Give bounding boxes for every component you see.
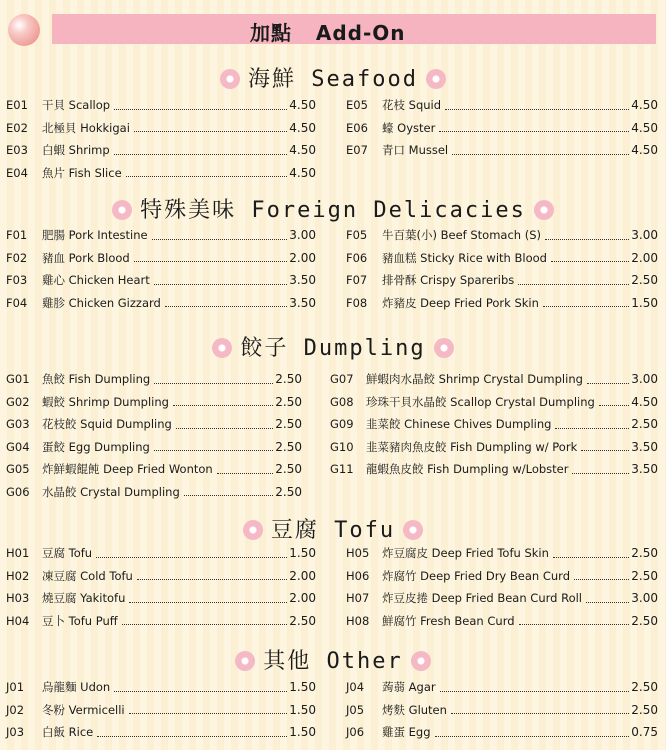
item-code: J03 [6, 725, 25, 739]
item-code: F02 [6, 250, 28, 265]
flower-icon [426, 69, 446, 89]
dot-leader [440, 691, 630, 692]
dot-leader [129, 602, 287, 603]
item-price: 2.50 [631, 546, 658, 560]
menu-item [6, 482, 302, 502]
item-name: 豬血 Pork Blood [42, 250, 130, 265]
item-name: 炸鮮蝦餛飩 Deep Fried Wonton [42, 462, 213, 476]
menu-item [6, 293, 316, 313]
item-name: 韭菜豬肉魚皮餃 Fish Dumpling w/ Pork [366, 439, 578, 454]
flower-icon [220, 69, 240, 89]
item-price: 2.00 [289, 568, 316, 583]
item-code: F04 [6, 295, 28, 310]
dot-leader [114, 154, 288, 155]
item-price: 2.50 [631, 273, 658, 287]
item-name: 青口 Mussel [382, 143, 449, 157]
item-name: 花枝 Squid [382, 98, 442, 112]
menu-item [330, 414, 658, 434]
item-name: 韭菜餃 Chinese Chives Dumpling [366, 417, 552, 431]
item-price: 1.50 [289, 725, 316, 739]
item-price: 4.50 [631, 120, 658, 135]
item-name: 燒豆腐 Yakitofu [42, 591, 126, 605]
item-name: 雞心 Chicken Heart [42, 273, 150, 287]
item-price: 4.50 [631, 143, 658, 157]
dot-leader [114, 691, 287, 692]
dot-leader [217, 473, 274, 474]
item-name: 蒟蒻 Agar [382, 680, 436, 694]
menu-item [346, 611, 658, 631]
item-name: 雞胗 Chicken Gizzard [42, 295, 161, 310]
item-price: 3.50 [289, 295, 316, 310]
item-price: 1.50 [289, 546, 316, 560]
item-price: 2.50 [275, 462, 302, 476]
item-name: 炸腐竹 Deep Fried Dry Bean Curd [382, 568, 570, 583]
item-name: 蝦餃 Shrimp Dumpling [42, 394, 169, 409]
section-title [0, 62, 666, 93]
section-title-text: 特殊美味 Foreign Delicacies [140, 198, 526, 223]
flower-icon [112, 200, 132, 220]
item-code: F08 [346, 295, 368, 310]
menu-item [330, 369, 658, 389]
item-price: 2.50 [275, 372, 302, 386]
item-name: 豬血糕 Sticky Rice with Blood [382, 250, 547, 265]
item-code: J05 [346, 702, 365, 717]
item-name: 烏龍麵 Udon [42, 680, 111, 694]
dot-leader [553, 557, 629, 558]
item-price: 0.75 [631, 725, 658, 739]
item-code: F07 [346, 273, 368, 287]
item-name: 炸豬皮 Deep Fried Pork Skin [382, 295, 539, 310]
item-code: E01 [6, 98, 28, 112]
item-name: 白飯 Rice [42, 725, 94, 739]
item-code: H04 [6, 613, 30, 628]
item-price: 2.50 [631, 417, 658, 431]
menu-item [346, 588, 658, 608]
item-price: 2.00 [289, 591, 316, 605]
menu-item [330, 437, 658, 457]
item-price: 2.50 [289, 613, 316, 628]
item-name: 凍豆腐 Cold Tofu [42, 568, 133, 583]
menu-item [6, 543, 316, 563]
item-price: 3.00 [289, 228, 316, 242]
item-name: 冬粉 Vermicelli [42, 702, 125, 717]
menu-item [6, 722, 316, 742]
item-name: 炸豆皮捲 Deep Fried Bean Curd Roll [382, 591, 583, 605]
menu-item [6, 700, 316, 720]
item-price: 2.50 [631, 613, 658, 628]
item-name: 魚餃 Fish Dumpling [42, 372, 151, 386]
menu-item [346, 700, 658, 720]
item-name: 鮮蝦肉水晶餃 Shrimp Crystal Dumpling [366, 372, 583, 386]
item-code: G01 [6, 372, 30, 386]
item-price: 1.50 [289, 702, 316, 717]
item-price: 2.50 [275, 439, 302, 454]
item-code: H02 [6, 568, 30, 583]
menu-item [346, 543, 658, 563]
item-code: E02 [6, 120, 28, 135]
item-name: 龍蝦魚皮餃 Fish Dumpling w/Lobster [366, 462, 569, 476]
item-code: J01 [6, 680, 25, 694]
item-name: 珍珠干貝水晶餃 Scallop Crystal Dumpling [366, 394, 595, 409]
item-code: G05 [6, 462, 30, 476]
menu-item [6, 270, 316, 290]
item-price: 4.50 [289, 120, 316, 135]
item-code: F06 [346, 250, 368, 265]
dot-leader [581, 450, 629, 451]
item-name: 蛋餃 Egg Dumpling [42, 439, 150, 454]
item-price: 3.00 [631, 372, 658, 386]
menu-item [6, 677, 316, 697]
dot-leader [519, 624, 630, 625]
section-title-text: 海鮮 Seafood [248, 67, 418, 92]
menu-item [6, 437, 302, 457]
dot-leader [587, 383, 629, 384]
dot-leader [184, 495, 274, 496]
dot-leader [126, 176, 288, 177]
item-code: E03 [6, 143, 28, 157]
dot-leader [574, 579, 629, 580]
dot-leader [154, 284, 288, 285]
item-code: E04 [6, 165, 28, 180]
item-code: F05 [346, 228, 368, 242]
flower-icon [534, 200, 554, 220]
dot-leader [173, 405, 273, 406]
item-price: 4.50 [289, 143, 316, 157]
dot-leader [96, 557, 287, 558]
menu-item [6, 566, 316, 586]
item-name: 花枝餃 Squid Dumpling [42, 417, 172, 431]
section-title-text: 其他 Other [263, 649, 403, 674]
menu-item [6, 248, 316, 268]
dot-leader [134, 131, 287, 132]
menu-item [6, 588, 316, 608]
dot-leader [551, 261, 629, 262]
menu-item [6, 459, 302, 479]
flower-icon [243, 520, 263, 540]
flower-icon [212, 338, 232, 358]
item-code: H08 [346, 613, 370, 628]
item-code: H03 [6, 591, 30, 605]
item-price: 4.50 [631, 98, 658, 112]
item-code: G07 [330, 372, 354, 386]
dot-leader [154, 383, 273, 384]
flower-icon [403, 520, 423, 540]
menu-item [346, 677, 658, 697]
item-name: 烤麩 Gluten [382, 702, 447, 717]
flower-icon [235, 651, 255, 671]
item-price: 1.50 [289, 680, 316, 694]
menu-item [6, 611, 316, 631]
item-name: 排骨酥 Crispy Spareribs [382, 273, 515, 287]
item-name: 牛百葉(小) Beef Stomach (S) [382, 228, 542, 242]
item-name: 炸豆腐皮 Deep Fried Tofu Skin [382, 546, 549, 560]
item-price: 3.00 [631, 591, 658, 605]
section-title [0, 513, 666, 544]
item-name: 肥腸 Pork Intestine [42, 228, 148, 242]
item-price: 2.50 [275, 484, 302, 499]
dot-leader [543, 306, 629, 307]
item-code: H07 [346, 591, 370, 605]
item-price: 2.50 [275, 394, 302, 409]
item-price: 3.00 [631, 228, 658, 242]
item-name: 鮮腐竹 Fresh Bean Curd [382, 613, 515, 628]
dot-leader [176, 428, 273, 429]
menu-item [6, 118, 316, 138]
item-code: G04 [6, 439, 30, 454]
dot-leader [572, 473, 629, 474]
menu-item [346, 140, 658, 160]
item-price: 2.50 [631, 680, 658, 694]
menu-item [330, 392, 658, 412]
menu-item [6, 95, 316, 115]
item-name: 豆卜 Tofu Puff [42, 613, 118, 628]
dot-leader [137, 579, 287, 580]
item-code: J06 [346, 725, 365, 739]
menu-item [346, 270, 658, 290]
dot-leader [555, 428, 629, 429]
flower-icon [411, 651, 431, 671]
dot-leader [114, 109, 287, 110]
menu-item [346, 722, 658, 742]
dot-leader [586, 602, 629, 603]
item-price: 3.50 [631, 439, 658, 454]
dot-leader [154, 450, 273, 451]
item-price: 4.50 [631, 394, 658, 409]
item-code: E06 [346, 120, 368, 135]
menu-item [346, 293, 658, 313]
item-price: 2.50 [631, 702, 658, 717]
item-code: F01 [6, 228, 28, 242]
item-code: G06 [6, 484, 30, 499]
menu-item [330, 459, 658, 479]
dot-leader [152, 239, 288, 240]
item-code: H05 [346, 546, 370, 560]
menu-item [346, 95, 658, 115]
item-name: 干貝 Scallop [42, 98, 111, 112]
page-title: 加點 Add-On [250, 21, 406, 45]
section-title [0, 644, 666, 675]
item-price: 1.50 [631, 295, 658, 310]
item-price: 4.50 [289, 165, 316, 180]
item-name: 豆腐 Tofu [42, 546, 93, 560]
dot-leader [599, 405, 629, 406]
menu-item [6, 163, 316, 183]
item-name: 蠔 Oyster [382, 120, 436, 135]
item-price: 2.50 [631, 568, 658, 583]
menu-item [346, 566, 658, 586]
item-name: 水晶餃 Crystal Dumpling [42, 484, 180, 499]
dot-leader [129, 713, 288, 714]
menu-item [346, 118, 658, 138]
item-price: 2.00 [289, 250, 316, 265]
item-code: F03 [6, 273, 28, 287]
menu-item [6, 392, 302, 412]
item-code: H01 [6, 546, 30, 560]
item-code: J02 [6, 702, 25, 717]
menu-item [6, 369, 302, 389]
section-title-text: 餃子 Dumpling [240, 336, 426, 361]
dot-leader [452, 154, 629, 155]
section-title [0, 331, 666, 362]
item-code: J04 [346, 680, 365, 694]
section-title-text: 豆腐 Tofu [270, 518, 396, 543]
dot-leader [445, 109, 629, 110]
menu-item [6, 225, 316, 245]
dot-leader [122, 624, 288, 625]
item-code: G08 [330, 394, 354, 409]
dot-leader [97, 736, 287, 737]
decorative-ball [8, 14, 40, 46]
item-name: 魚片 Fish Slice [42, 165, 122, 180]
dot-leader [545, 239, 629, 240]
dot-leader [134, 261, 288, 262]
menu-item [346, 225, 658, 245]
section-title [0, 193, 666, 224]
item-name: 北極貝 Hokkigai [42, 120, 130, 135]
menu-item [6, 414, 302, 434]
dot-leader [435, 736, 630, 737]
flower-icon [434, 338, 454, 358]
item-code: H06 [346, 568, 370, 583]
item-code: G02 [6, 394, 30, 409]
item-code: E07 [346, 143, 368, 157]
item-code: E05 [346, 98, 368, 112]
item-name: 雞蛋 Egg [382, 725, 431, 739]
item-code: G11 [330, 462, 354, 476]
dot-leader [165, 306, 287, 307]
item-code: G09 [330, 417, 354, 431]
item-code: G03 [6, 417, 30, 431]
menu-item [346, 248, 658, 268]
item-price: 3.50 [289, 273, 316, 287]
dot-leader [518, 284, 629, 285]
item-price: 2.00 [631, 250, 658, 265]
item-code: G10 [330, 439, 354, 454]
item-price: 2.50 [275, 417, 302, 431]
item-price: 3.50 [631, 462, 658, 476]
menu-item [6, 140, 316, 160]
dot-leader [451, 713, 629, 714]
item-name: 白蝦 Shrimp [42, 143, 110, 157]
dot-leader [439, 131, 629, 132]
item-price: 4.50 [289, 98, 316, 112]
